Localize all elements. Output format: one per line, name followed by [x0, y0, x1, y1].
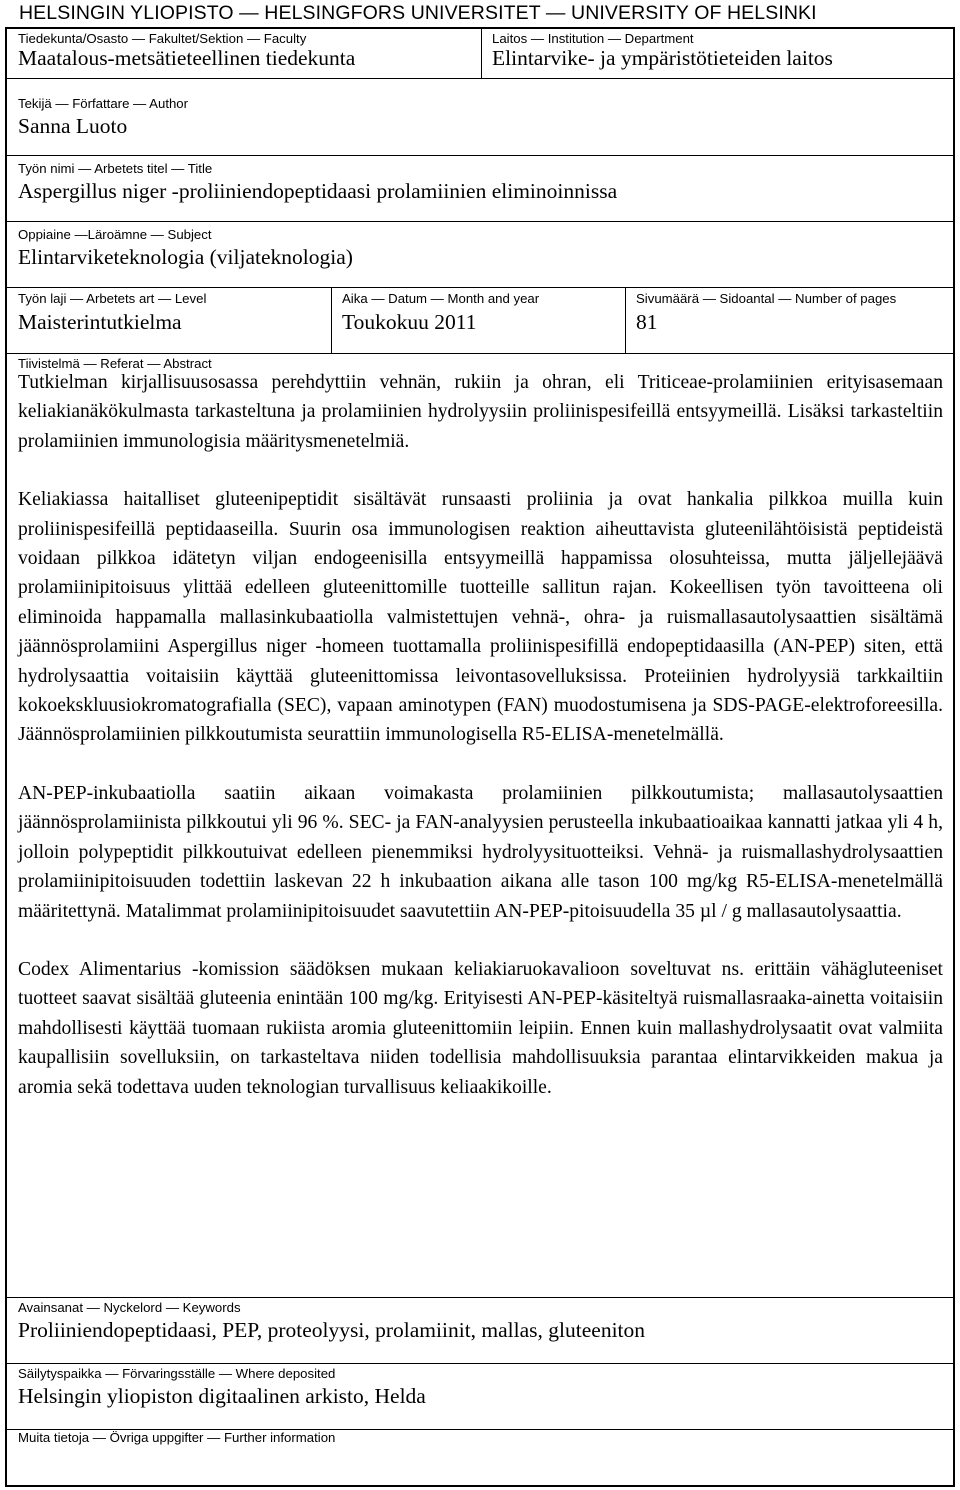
- level-date-pages-row: [7, 288, 953, 354]
- level-label: Työn laji — Arbetets art — Level: [18, 291, 207, 306]
- abstract-body: [18, 368, 943, 1131]
- level-cell: [7, 288, 331, 353]
- pages-value: 81: [636, 310, 658, 334]
- abstract-paragraph: Codex Alimentarius -komission säädöksen mukaan keliakiaruokavalioon soveltuvat ns. erittäin vähägluteeniset tuotteet saavat sisältää gluteenia enintään 100 mg/kg. Erityisesti AN-PEP-käsiteltyä ruismallasraaka-ainetta voitaisiin mahdollisesti käyttää tuomaan rukiista aromia gluteenittomiin leipiin. Ennen kuin mallashydrolysaatit ovat valmiita kaupallisiin sovelluksiin, on tarkasteltava niiden todellisia mahdollisuuksia parantaa elintarvikkeiden makua ja aromia sekä todettava uuden teknologian turvallisuus keliaakikoille.: [18, 958, 943, 1098]
- abstract-paragraph: AN-PEP-inkubaatiolla saatiin aikaan voimakasta prolamiinien pilkkoutumista; mallasautolysaattien jäännösprolamiinista pilkkoutui yli 96 %. SEC- ja FAN-analyysien perusteella inkubaatioaikaa kannatti jatkaa yli 4 h, jolloin polypeptidit pilkkoutuivat edelleen pienemmiksi hydrolyysituotteiksi. Vehnä- ja ruismallashydrolysaattien prolamiinipitoisuuden todettiin laskevan 22 h inkubaation aikana alle tason 100 mg/kg R5-ELISA-menetelmällä määritettynä. Matalimmat prolamiinipitoisuudet saavutettiin AN-PEP-pitoisuudella 35 µl / g mallasautolysaattia.: [18, 782, 943, 922]
- pages-label: Sivumäärä — Sidoantal — Number of pages: [636, 291, 897, 306]
- pages-cell: [625, 288, 953, 353]
- keywords-label: Avainsanat — Nyckelord — Keywords: [18, 1300, 241, 1315]
- deposited-value: Helsingin yliopiston digitaalinen arkisto, Helda: [18, 1384, 426, 1408]
- level-value: Maisterintutkielma: [18, 310, 182, 334]
- department-label: Laitos — Institution — Department: [492, 31, 694, 46]
- abstract-label: Tiivistelmä — Referat — Abstract: [18, 356, 212, 371]
- faculty-label: Tiedekunta/Osasto — Fakultet/Sektion — Faculty: [18, 31, 307, 46]
- faculty-value: Maatalous-metsätieteellinen tiedekunta: [18, 46, 356, 70]
- date-cell: [331, 288, 625, 353]
- deposited-label: Säilytyspaikka — Förvaringsställe — Where deposited: [18, 1366, 336, 1381]
- abstract-paragraph: Keliakiassa haitalliset gluteenipeptidit sisältävät runsaasti proliinia ja ovat hankalia pilkkoa muilla kuin proliinispesifeillä peptidaaseilla. Suurin osa immunologisen reaktion aiheuttavista gluteenilähtöisistä peptideistä voidaan pilkkoa idätetyn viljan endogeenisilla entsyymeillä happamissa olosuhteissa, mutta jäljellejäävä prolamiinipitoisuus ylittää edelleen gluteenittomille tuotteille sallitun rajan. Kokeellisen työn tavoitteena oli eliminoida happamalla mallasinkubaatiolla valmistettujen vehnä-, ohra- ja ruismallasautolysaattien sisältämä jäännösprolamiini Aspergillus niger -homeen tuottamalla proliinispesifillä endopeptidaasilla (AN-PEP) siten, että hydrolysaattia voitaisiin käyttää gluteenittomissa leivontasovelluksissa. Proteiinien hydrolyysiä tarkkailtiin kokoekskluusiokromatografialla (SEC), vapaan aminotypen (FAN) muodostumisena ja SDS-PAGE-elektroforeesilla. Jäännösprolamiinien pilkkoutumista seurattiin immunologisella R5-ELISA-menetelmällä.: [18, 489, 943, 746]
- date-label: Aika — Datum — Month and year: [342, 291, 540, 306]
- deposited-row: [7, 1364, 953, 1430]
- date-value: Toukokuu 2011: [342, 310, 477, 334]
- subject-label: Oppiaine —Läroämne — Subject: [18, 227, 212, 242]
- title-value: Aspergillus niger -proliiniendopeptidaasi prolamiinien eliminoinnissa: [18, 179, 618, 203]
- department-value: Elintarvike- ja ympäristötieteiden laitos: [492, 46, 833, 70]
- further-row: [7, 1430, 953, 1485]
- faculty-department-row: [7, 29, 953, 79]
- university-header: HELSINGIN YLIOPISTO — HELSINGFORS UNIVERSITET — UNIVERSITY OF HELSINKI: [19, 2, 817, 24]
- author-label: Tekijä — Författare — Author: [18, 96, 189, 111]
- subject-row: [7, 222, 953, 288]
- keywords-row: [7, 1298, 953, 1364]
- department-cell: [481, 29, 953, 78]
- author-row: [7, 79, 953, 156]
- author-value: Sanna Luoto: [18, 114, 128, 138]
- title-row: [7, 156, 953, 222]
- further-label: Muita tietoja — Övriga uppgifter — Further information: [18, 1430, 336, 1445]
- abstract-paragraph: Tutkielman kirjallisuusosassa perehdyttiin vehnän, rukiin ja ohran, eli Triticeae-prolamiinien erityisasemaan keliakianäkökulmasta tarkasteltuna ja prolamiinien hydrolyysiin proliinispesifeillä entsyymeillä. Lisäksi tarkasteltiin prolamiinien immunologisia määritysmenetelmiä.: [18, 372, 943, 452]
- subject-value: Elintarviketeknologia (viljateknologia): [18, 245, 353, 269]
- abstract-row: [7, 354, 953, 1298]
- keywords-value: Proliiniendopeptidaasi, PEP, proteolyysi, prolamiinit, mallas, gluteeniton: [18, 1318, 646, 1342]
- form-frame: [5, 27, 955, 1487]
- title-label: Työn nimi — Arbetets titel — Title: [18, 161, 213, 176]
- faculty-cell: [7, 29, 481, 78]
